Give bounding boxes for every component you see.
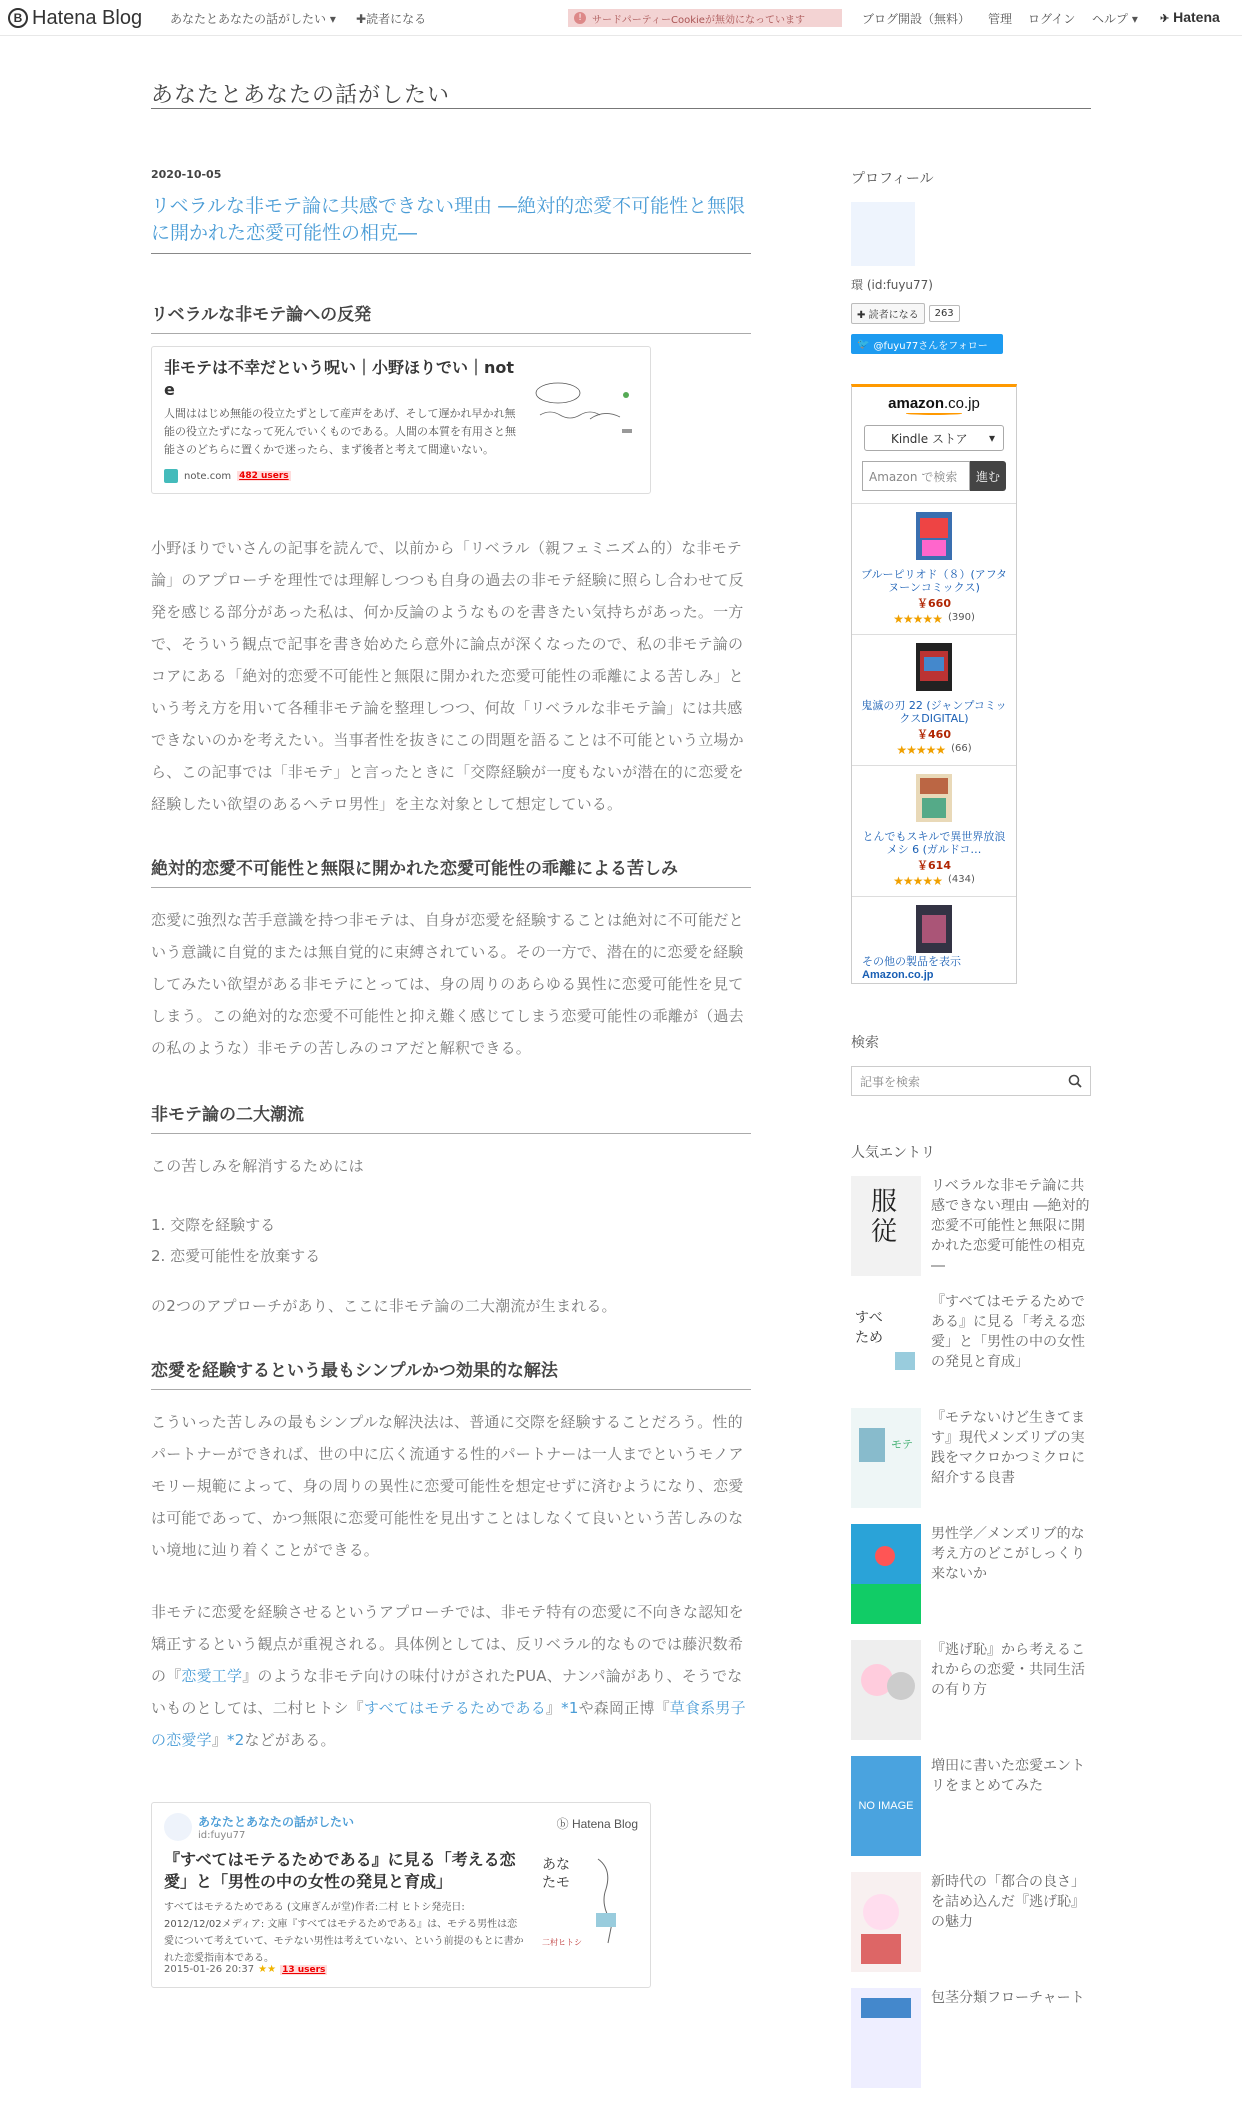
popular-entry-title[interactable]: 『すべてはモテるためである』に見る「考える恋愛」と「男性の中の女性の発見と育成」: [931, 1294, 1085, 1370]
section-heading: 非モテ論の二大潮流: [151, 1100, 751, 1134]
book-cover-icon: [916, 774, 952, 822]
popular-entry-title[interactable]: 包茎分類フローチャート: [931, 1990, 1085, 2006]
entry-title[interactable]: リベラルな非モテ論に共感できない理由 ―絶対的恋愛不可能性と無限に開かれた恋愛可能性の相克―: [151, 193, 751, 254]
paragraph: 非モテに恋愛を経験させるというアプローチでは、非モテ特有の恋愛に不向きな認知を矯正するという観点が重視される。具体例としては、反リベラル的なものでは藤沢数希の『恋愛工学』のような非モテ向けの味付けがされたPUA、ナンパ論があり、そうでないものとしては、二村ヒトシ『すべてはモテるためである』*1や森岡正博『草食系男子の恋愛学』*2などがある。: [151, 1603, 746, 1749]
caret-down-icon: ▾: [329, 12, 336, 26]
star-rating-icon: ★★★★★: [896, 743, 946, 757]
bookmark-users-badge[interactable]: 13 users: [282, 1964, 326, 1975]
list-item: 1. 交際を経験する: [151, 1216, 276, 1234]
hatena-blog-logo: ⓑ Hatena Blog: [556, 1817, 638, 1831]
reader-count[interactable]: 263: [929, 305, 960, 322]
no-image-placeholder: NO IMAGE: [851, 1756, 921, 1856]
card-blog-name[interactable]: あなたとあなたの話がしたい: [198, 1815, 355, 1829]
book-cover-icon: [916, 643, 952, 691]
start-blog-link[interactable]: ブログ開設（無料）: [862, 12, 971, 26]
svg-text:服: 服: [871, 1187, 898, 1217]
hatena-link[interactable]: ✈ Hatena: [1160, 9, 1220, 25]
popular-entry[interactable]: [851, 1872, 1091, 1988]
entry-thumbnail-icon: [851, 1292, 921, 1392]
section-heading: 絶対的恋愛不可能性と無限に開かれた恋愛可能性の乖離による苦しみ: [151, 854, 751, 888]
entry-article: [151, 168, 751, 1988]
entry-thumbnail-icon: [851, 1524, 921, 1624]
card-date: 2015-01-26 20:37: [164, 1964, 255, 1975]
popular-entry-title[interactable]: 『逃げ恥』から考えるこれからの恋愛・共同生活の有り方: [931, 1642, 1085, 1698]
popular-entry[interactable]: [851, 1988, 1091, 2104]
blog-menu[interactable]: あなたとあなたの話がしたい ▾: [170, 12, 336, 26]
amazon-product[interactable]: [852, 634, 1016, 765]
star-rating-icon: ★★★★★: [893, 874, 942, 888]
paragraph: 恋愛に強烈な苦手意識を持つ非モテは、自身が恋愛を経験することは絶対に不可能だという意識に自覚的または無自覚的に束縛されている。その一方で、潜在的に恋愛を経験してみたい欲望がある非モテにとっては、身の周りのあらゆる異性に恋愛可能性を見てしまう。この絶対的な恋愛不可能性と抑え難く感じてしまう恋愛可能性の乖離が（過去の私のような）非モテの苦しみのコアだと解釈できる。: [151, 911, 744, 1057]
popular-entry-title[interactable]: 男性学／メンズリブ的な考え方のどこがしっくり来ないか: [931, 1526, 1085, 1582]
amazon-widget: [851, 384, 1017, 984]
login-link[interactable]: ログイン: [1028, 12, 1076, 26]
avatar: [164, 1813, 192, 1841]
popular-entry-title[interactable]: リベラルな非モテ論に共感できない理由 ―絶対的恋愛不可能性と無限に開かれた恋愛可能性の相克―: [931, 1178, 1090, 1274]
global-header: [0, 0, 1242, 36]
subscribe-button[interactable]: ✚ 読者になる: [851, 303, 925, 324]
sidebar: [851, 168, 1091, 2104]
svg-text:モテ: モテ: [891, 1438, 913, 1451]
store-select[interactable]: Kindle ストア ▾: [864, 425, 1004, 451]
amazon-more-link[interactable]: その他の製品を表示 Amazon.co.jp: [862, 955, 961, 981]
entry-thumbnail-icon: [851, 1176, 921, 1276]
card-title[interactable]: 『すべてはモテるためである』に見る「考える恋愛」と「男性の中の女性の発見と育成」: [164, 1850, 516, 1891]
svg-text:従: 従: [871, 1217, 898, 1247]
section-heading: リベラルな非モテ論への反発: [151, 300, 751, 334]
approach-list: [151, 1210, 751, 1272]
book-link[interactable]: 草食系男子の恋愛学: [151, 1699, 746, 1749]
paragraph: の2つのアプローチがあり、ここに非モテ論の二大潮流が生まれる。: [151, 1297, 617, 1315]
entry-thumbnail-icon: [851, 1640, 921, 1740]
svg-text:すべ: すべ: [855, 1310, 883, 1326]
reader-row: [851, 303, 1091, 324]
card-description: 人間ははじめ無能の役立たずとして産声をあげ、そして遅かれ早かれ無能の役立たずになって死んでいくものである。人間の本質を有用さと無能さのどちらに置くかで迷ったら、まず後者と考えて間違いない。: [164, 407, 516, 456]
card-footer: [164, 1964, 327, 1975]
profile-id[interactable]: 環 (id:fuyu77): [851, 278, 933, 292]
paragraph: 小野ほりでいさんの記事を読んで、以前から「リベラル（親フェミニズム的）な非モテ論」のアプローチを理性では理解しつつも自身の過去の非モテ経験に照らし合わせて反発を感じる部分があった私は、何か反論のようなものを書きたい気持ちがあった。一方で、そういう観点で記事を書き始めたら意外に論点が深くなったので、私の非モテ論のコアにある「絶対的恋愛不可能性と無限に開かれた恋愛可能性の乖離による苦しみ」という考え方を用いて各種非モテ論を整理しつつ、何故「リベラルな非モテ論」には共感できないのかを考えたい。当事者性を抜きにこの問題を語ることは不可能という立場から、この記事では「非モテ」と言ったときに「交際経験が一度もないが潜在的に恋愛を経験したい欲望のあるヘテロ男性」を主な対象として想定している。: [151, 539, 744, 813]
twitter-follow-button[interactable]: 🐦 @fuyu77さんをフォロー: [851, 334, 1003, 354]
amazon-smile-icon: [906, 412, 962, 415]
hatena-blog-logo[interactable]: B Hatena Blog: [8, 6, 142, 30]
amazon-product[interactable]: [852, 896, 1016, 986]
popular-heading: 人気エントリ: [851, 1145, 935, 1161]
popular-entry[interactable]: [851, 1408, 1091, 1524]
embed-card-note[interactable]: [151, 346, 651, 494]
svg-text:あな: あな: [542, 1857, 570, 1873]
amazon-product[interactable]: [852, 503, 1016, 634]
book-cover-icon: [538, 1849, 638, 1949]
star-rating-icon: ★★★★★: [893, 612, 942, 626]
popular-entry-title[interactable]: 『モテないけど生きてます』現代メンズリブの実践をマクロかつミクロに紹介する良書: [931, 1410, 1085, 1486]
product-name[interactable]: とんでもスキルで異世界放浪メシ 6 (ガルドコ…: [862, 830, 1006, 856]
footnote-link[interactable]: *2: [227, 1731, 245, 1749]
title-divider: [151, 108, 1091, 109]
svg-text:たモ: たモ: [542, 1875, 570, 1891]
blog-search-input[interactable]: 記事を検索: [851, 1066, 1091, 1096]
product-rating: ★★★★★ (390): [893, 612, 975, 626]
product-price: ￥460: [917, 728, 951, 741]
amazon-search-button[interactable]: 進む: [970, 461, 1006, 491]
card-thumbnail-icon: [530, 375, 640, 445]
popular-entry-title[interactable]: 増田に書いた恋愛エントリをまとめてみた: [931, 1758, 1085, 1794]
hatena-mark-icon: ✈: [1160, 13, 1170, 25]
card-footer: [164, 469, 291, 483]
product-rating: ★★★★★ (66): [896, 743, 972, 757]
amazon-logo[interactable]: amazon.co.jp: [888, 395, 980, 412]
favicon-icon: [164, 469, 178, 483]
bookmark-users-badge[interactable]: 482 users: [239, 471, 289, 481]
svg-text:二村ヒトシ: 二村ヒトシ: [542, 1938, 582, 1947]
amazon-search-input[interactable]: Amazon で検索: [862, 461, 970, 491]
embed-card-blog[interactable]: [151, 1802, 651, 1988]
entry-date[interactable]: 2020-10-05: [151, 168, 222, 181]
book-cover-icon: [916, 905, 952, 953]
help-menu[interactable]: ヘルプ ▾: [1092, 12, 1138, 26]
caret-down-icon: ▾: [988, 431, 995, 445]
entry-thumbnail-icon: [851, 1408, 921, 1508]
keyword-link[interactable]: 恋愛工学: [181, 1667, 243, 1685]
star-icon: ★★: [258, 1964, 277, 1975]
svg-text:ため: ため: [855, 1330, 883, 1346]
profile-avatar[interactable]: [851, 202, 915, 266]
plus-icon: ✚: [857, 310, 866, 321]
product-rating: ★★★★★ (434): [893, 874, 975, 888]
hatena-logo-icon: B: [8, 8, 28, 28]
popular-entry[interactable]: [851, 1640, 1091, 1756]
card-blog-id: id:fuyu77: [198, 1830, 246, 1841]
profile-heading: プロフィール: [851, 171, 934, 187]
popular-entry[interactable]: [851, 1524, 1091, 1640]
product-price: ￥614: [917, 859, 951, 872]
plus-icon: ✚: [356, 12, 367, 26]
section-heading: 恋愛を経験するという最もシンプルかつ効果的な解法: [151, 1356, 751, 1390]
caret-down-icon: ▾: [1131, 12, 1138, 26]
product-name[interactable]: ブルーピリオド（８）(アフタヌーンコミックス): [861, 568, 1007, 594]
list-item: 2. 恋愛可能性を放棄する: [151, 1247, 321, 1265]
paragraph: こういった苦しみの最もシンプルな解決法は、普通に交際を経験することだろう。性的パートナーができれば、世の中に広く流通する性的パートナーは一人までというモノアモリー規範によって、身の周りの異性に恋愛可能性を想定せずに済むようになり、恋愛は可能であって、かつ無限に恋愛可能性を見出すことはしなくて良いという苦しみのない境地に辿り着くことができる。: [151, 1413, 744, 1559]
product-name[interactable]: 鬼滅の刃 22 (ジャンプコミックスDIGITAL): [861, 699, 1007, 725]
hatena-logo-icon: ⓑ: [556, 1817, 569, 1831]
book-link[interactable]: すべてはモテるためである: [363, 1699, 546, 1717]
cookie-warning[interactable]: ! サードパーティーCookieが無効になっています: [568, 9, 842, 27]
card-title[interactable]: 非モテは不幸だという呪い｜小野ほりでい｜note: [164, 358, 515, 399]
product-price: ￥660: [917, 597, 951, 610]
warning-icon: !: [574, 12, 586, 24]
twitter-bird-icon: 🐦: [857, 338, 870, 350]
paragraph: この苦しみを解消するためには: [151, 1157, 364, 1175]
popular-entry-title[interactable]: 新時代の「都合の良さ」を詰め込んだ『逃げ恥』の魅力: [931, 1874, 1085, 1930]
popular-entry[interactable]: [851, 1756, 1091, 1872]
admin-link[interactable]: 管理: [988, 12, 1013, 26]
blog-title[interactable]: あなたとあなたの話がしたい: [151, 83, 451, 108]
subscribe-link[interactable]: ✚読者になる: [356, 12, 427, 26]
footnote-link[interactable]: *1: [561, 1699, 579, 1717]
amazon-search: [862, 461, 1006, 491]
search-heading: 検索: [851, 1035, 879, 1051]
search-icon[interactable]: [1068, 1074, 1082, 1088]
popular-entry[interactable]: [851, 1292, 1091, 1408]
card-description: すべてはモテるためである (文庫ぎんが堂)作者:二村 ヒトシ発売日: 2012/12/02メディア: 文庫『すべてはモテるためである』は、モテる男性は恋愛について考えていて、モテない男性は考えていない、という前提のもとに書かれた恋愛指南本である。: [164, 1902, 524, 1964]
entry-thumbnail-icon: [851, 1872, 921, 1972]
card-domain: note.com: [184, 470, 232, 482]
popular-entry[interactable]: [851, 1176, 1091, 1292]
book-cover-icon: [916, 512, 952, 560]
amazon-product[interactable]: [852, 765, 1016, 896]
entry-thumbnail-icon: [851, 1988, 921, 2088]
